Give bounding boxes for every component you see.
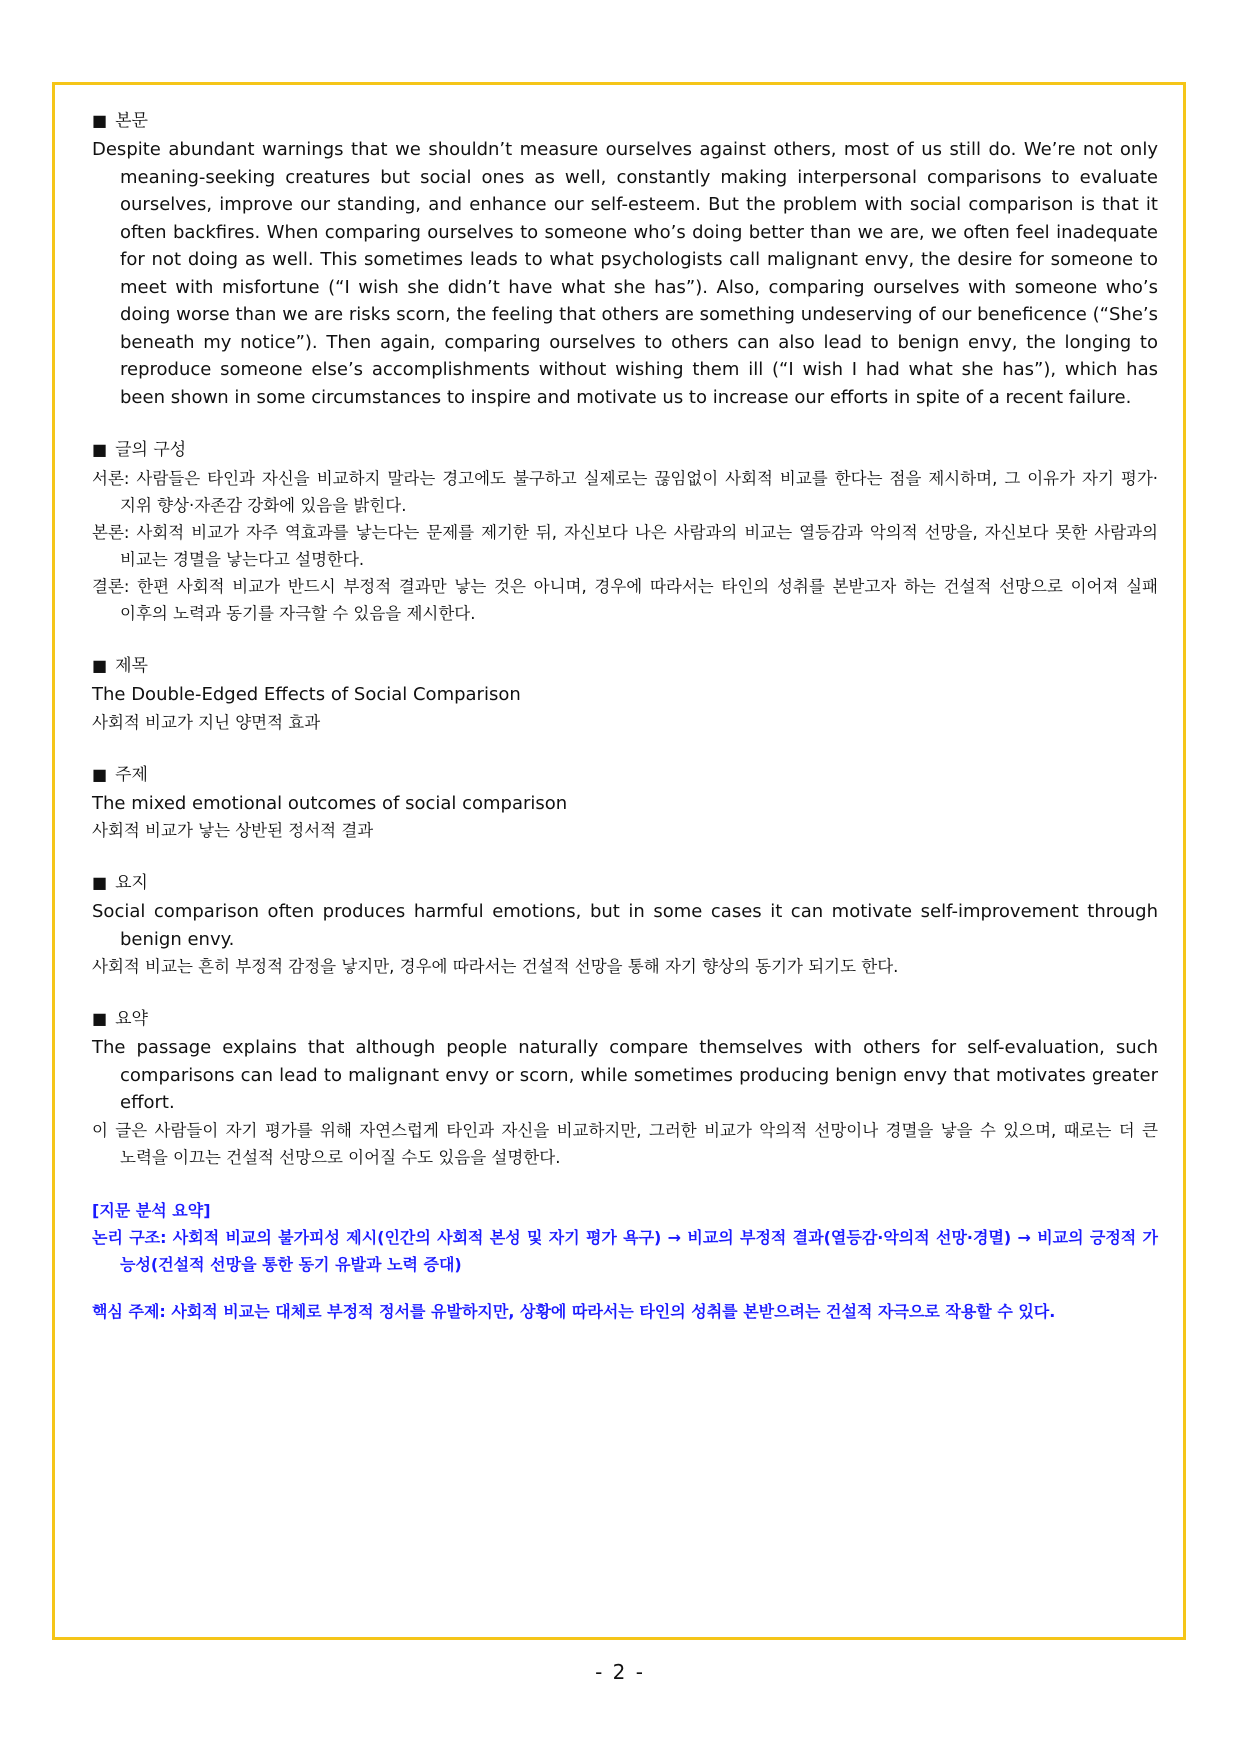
gist-en: Social comparison often produces harmful emotions, but in some cases it can motivate self-improvement through benign envy. [92,901,1158,950]
title-en: The Double-Edged Effects of Social Comparison [92,684,521,705]
square-bullet-icon: ■ [92,656,108,675]
square-bullet-icon: ■ [92,873,108,892]
passage-text: Despite abundant warnings that we shouldn’t measure ourselves against others, most of us still do. We’re not only meaning-seeking creatures but social ones as well, constantly making interpersonal comparisons to evaluate ourselves, improve our standing, and enhance our self-esteem. But the problem with social comparison is that it often backfires. When comparing ourselves to someone who’s doing better than we are, we often feel inadequate for not doing as well. This sometimes leads to what psychologists call malignant envy, the desire for someone to meet with misfortune (“I wish she didn’t have what she has”). Also, comparing ourselves with someone who’s doing worse than we are risks scorn, the feeling that others are something undeserving of our beneficence (“She’s beneath my notice”). Then again, comparing ourselves to others can also lead to benign envy, the longing to reproduce someone else’s accomplishments without wishing them ill (“I wish I had what she has”), which has been shown in some circumstances to inspire and motivate us to increase our efforts in spite of a recent failure. [92,139,1158,408]
section-summary [92,1006,1158,1171]
section-heading: 요지 [115,873,148,893]
section-heading: 본문 [115,111,148,131]
worksheet-content [92,108,1158,1325]
summary-ko: 이 글은 사람들이 자기 평가를 위해 자연스럽게 타인과 자신을 비교하지만, 그러한 비교가 악의적 선망이나 경멸을 낳을 수 있으며, 때로는 더 큰 노력을 이끄는 건설적 선망으로 이어질 수도 있음을 설명한다. [92,1120,1158,1167]
square-bullet-icon: ■ [92,111,108,130]
section-heading: 요약 [115,1009,148,1029]
section-heading: 주제 [115,764,148,785]
structure-conclusion: 결론: 한편 사회적 비교가 반드시 부정적 결과만 낳는 것은 아니며, 경우에 따라서는 타인의 성취를 본받고자 하는 건설적 선망으로 이어져 실패 이후의 노력과 동기를 자극할 수 있음을 제시한다. [92,577,1158,623]
section-body [92,108,1158,411]
structure-intro: 서론: 사람들은 타인과 자신을 비교하지 말라는 경고에도 불구하고 실제로는 끊임없이 사회적 비교를 한다는 점을 제시하며, 그 이유가 자기 평가·지위 향상·자존감 강화에 있음을 밝힌다. [92,469,1158,515]
analysis-core: 핵심 주제: 사회적 비교는 대체로 부정적 정서를 유발하지만, 상황에 따라서는 타인의 성취를 본받으려는 건설적 자극으로 작용할 수 있다. [92,1301,1056,1321]
section-gist [92,870,1158,980]
section-title [92,653,1158,736]
title-ko: 사회적 비교가 지닌 양면적 효과 [92,712,321,732]
section-theme [92,762,1158,845]
square-bullet-icon: ■ [92,440,108,459]
page-number: - 2 - [595,1660,645,1684]
theme-en: The mixed emotional outcomes of social comparison [92,792,568,814]
theme-ko: 사회적 비교가 낳는 상반된 정서적 결과 [92,821,374,840]
section-heading: 제목 [115,656,148,676]
analysis-summary [92,1197,1158,1325]
analysis-heading: [지문 분석 요약] [92,1200,211,1220]
summary-en: The passage explains that although people naturally compare themselves with others for self-evaluation, such comparisons can lead to malignant envy or scorn, while sometimes producing benign envy that motivates greater effort. [92,1037,1158,1113]
section-structure [92,437,1158,627]
square-bullet-icon: ■ [92,1009,108,1028]
analysis-logic: 논리 구조: 사회적 비교의 불가피성 제시(인간의 사회적 본성 및 자기 평가 욕구) → 비교의 부정적 결과(열등감·악의적 선망·경멸) → 비교의 긍정적 가능성(건설적 선망을 통한 동기 유발과 노력 증대) [92,1227,1158,1274]
section-heading: 글의 구성 [115,440,187,460]
structure-main: 본론: 사회적 비교가 자주 역효과를 낳는다는 문제를 제기한 뒤, 자신보다 나은 사람과의 비교는 열등감과 악의적 선망을, 자신보다 못한 사람과의 비교는 경멸을 낳는다고 설명한다. [92,523,1158,569]
square-bullet-icon: ■ [92,764,108,784]
gist-ko: 사회적 비교는 흔히 부정적 감정을 낳지만, 경우에 따라서는 건설적 선망을 통해 자기 향상의 동기가 되기도 한다. [92,957,899,976]
